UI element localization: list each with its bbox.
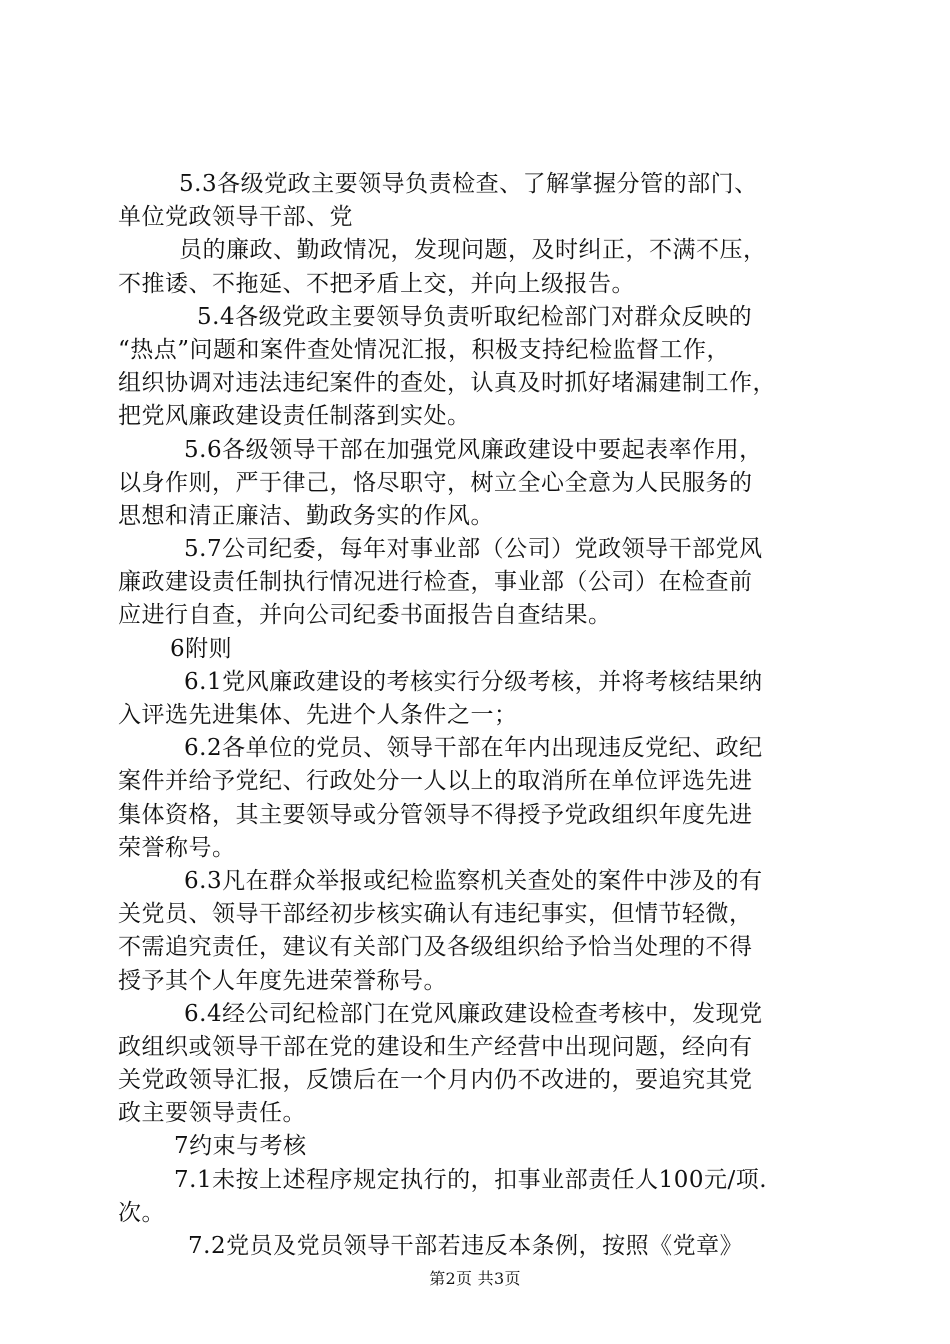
document-body	[118, 168, 834, 1263]
text-line: 不需追究责任，建议有关部门及各级组织给予恰当处理的不得	[118, 934, 753, 961]
text-line: 以身作则，严于律己，恪尽职守，树立全心全意为人民服务的	[118, 469, 753, 496]
text-line: 员的廉政、勤政情况，发现问题，及时纠正，不满不压，	[179, 237, 767, 264]
text-line: “热点”问题和案件查处情况汇报，积极支持纪检监督工作，	[118, 336, 731, 363]
text-line: 5.3各级党政主要领导负责检查、了解掌握分管的部门、	[179, 171, 758, 197]
page-number-footer: 第2页 共3页	[429, 1269, 521, 1288]
text-line: 关党政领导汇报，反馈后在一个月内仍不改进的，要追究其党	[118, 1067, 753, 1094]
text-line: 6.1党风廉政建设的考核实行分级考核，并将考核结果纳	[184, 668, 763, 695]
text-line: 组织协调对违法违纪案件的查处，认真及时抓好堵漏建制工作，	[118, 370, 776, 397]
text-line: 次。	[118, 1199, 165, 1226]
text-line: 案件并给予党纪、行政处分一人以上的取消所在单位评选先进	[118, 768, 753, 795]
text-line: 6.3凡在群众举报或纪检监察机关查处的案件中涉及的有	[184, 867, 763, 894]
text-line: 应进行自查，并向公司纪委书面报告自查结果。	[118, 602, 612, 629]
section-heading: 6附则	[170, 635, 233, 662]
text-line: 荣誉称号。	[118, 834, 236, 861]
section-heading: 7约束与考核	[174, 1133, 307, 1160]
text-line: 5.7公司纪委，每年对事业部（公司）党政领导干部党风	[184, 536, 763, 563]
text-line: 思想和清正廉洁、勤政务实的作风。	[118, 502, 494, 529]
text-line: 集体资格，其主要领导或分管领导不得授予党政组织年度先进	[118, 801, 753, 828]
text-line: 入评选先进集体、先进个人条件之一；	[118, 702, 518, 728]
text-line: 关党员、领导干部经初步核实确认有违纪事实，但情节轻微，	[118, 901, 753, 928]
text-line: 政主要领导责任。	[118, 1100, 306, 1127]
text-line: 不推诿、不拖延、不把矛盾上交，并向上级报告。	[118, 270, 635, 297]
text-line: 授予其个人年度先进荣誉称号。	[118, 967, 447, 994]
text-line: 廉政建设责任制执行情况进行检查，事业部（公司）在检查前	[118, 569, 753, 596]
text-line: 把党风廉政建设责任制落到实处。	[118, 403, 471, 430]
text-line: 5.6各级领导干部在加强党风廉政建设中要起表率作用，	[184, 436, 763, 463]
text-line: 7.2党员及党员领导干部若违反本条例，按照《党章》	[188, 1233, 744, 1259]
text-line: 6.2各单位的党员、领导干部在年内出现违反党纪、政纪	[184, 735, 763, 762]
text-line: 7.1未按上述程序规定执行的，扣事业部责任人100元/项.	[174, 1166, 768, 1193]
text-line: 单位党政领导干部、党	[118, 204, 353, 231]
text-line: 6.4经公司纪检部门在党风廉政建设检查考核中，发现党	[184, 1000, 763, 1027]
text-line: 政组织或领导干部在党的建设和生产经营中出现问题，经向有	[118, 1033, 753, 1060]
text-line: 5.4各级党政主要领导负责听取纪检部门对群众反映的	[197, 303, 753, 330]
